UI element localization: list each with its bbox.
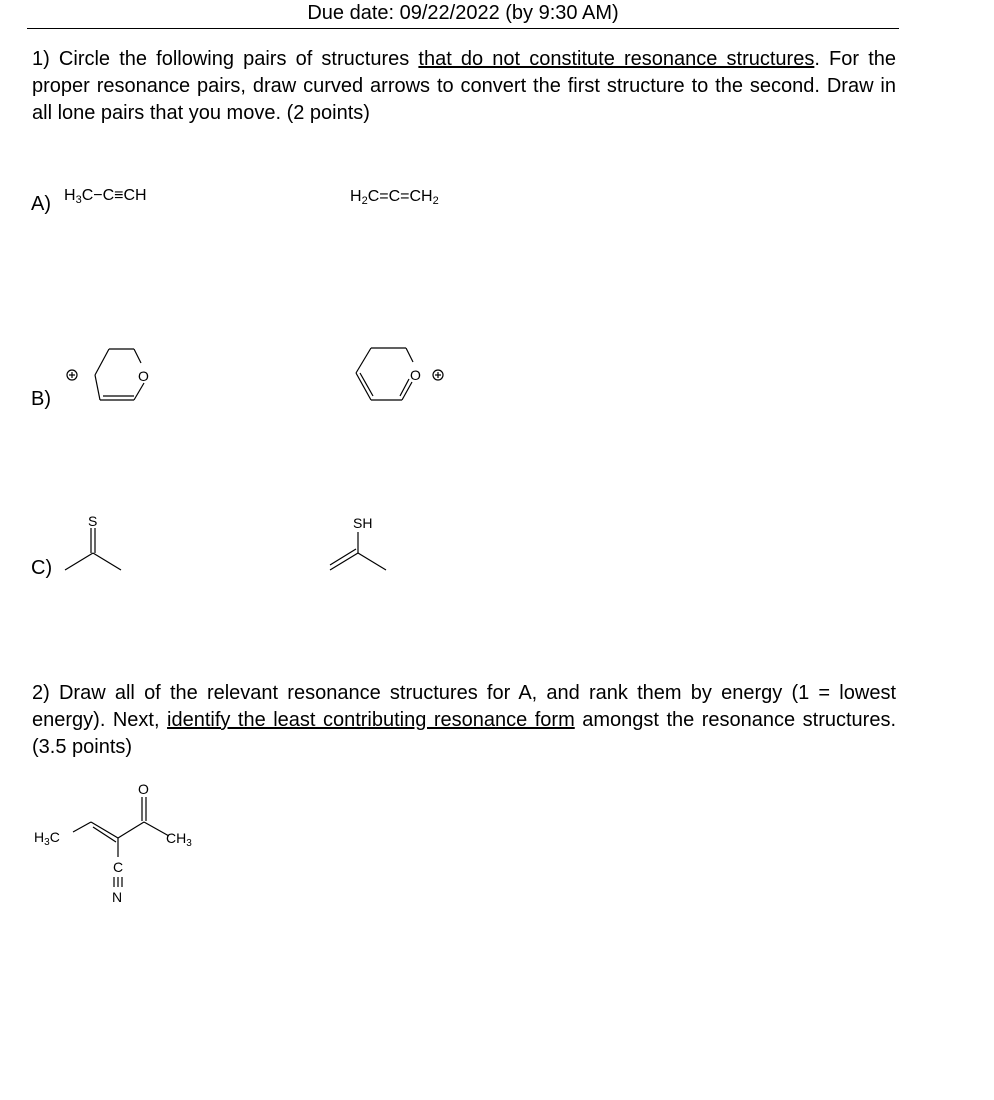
q2-ch3-sub: 3 (186, 838, 192, 849)
q2-h3c-sub: 3 (44, 837, 50, 848)
q2-underlined: identify the least contributing resonance form (167, 709, 575, 731)
a-right-mid: C=C=CH (367, 188, 433, 205)
q2-carbonyl-oxygen: O (138, 781, 149, 797)
a-right-h: H (350, 188, 362, 205)
c-right-sh: SH (353, 515, 373, 531)
q2-nitrile-nitrogen: N (112, 889, 123, 905)
q2-prefix: 2) Draw all of the relevant resonance structures for A, and rank them by energy (1 = lowest energy). Next, (32, 682, 896, 731)
q2-h3c-c: C (49, 829, 60, 845)
a-left-h: H (64, 187, 76, 204)
b-right-charge-text: + (340, 335, 341, 336)
pair-a-label: A) (31, 193, 51, 215)
q2-h3c-h: H (34, 829, 45, 845)
a-left-sub: 3 (75, 194, 82, 206)
pair-c-right-structure (325, 510, 405, 580)
a-left-rest: C−C≡CH (81, 187, 147, 204)
c-left-sulfur: S (88, 513, 98, 529)
q2-suffix: amongst the resonance structures. (3.5 points) (32, 709, 897, 758)
b-left-charge-text: + (55, 335, 56, 336)
b-right-oxygen: O (410, 367, 421, 383)
due-date-header: Due date: 09/22/2022 (by 9:30 AM) (307, 2, 619, 24)
b-left-oxygen: O (138, 368, 149, 384)
pair-b-right-structure (340, 335, 460, 415)
pair-b-label: B) (31, 388, 51, 410)
q1-suffix: . For the proper resonance pairs, draw curved arrows to convert the first structure to the second. Draw in all lone pairs that you move. (2 points) (32, 48, 896, 124)
pair-a-left-formula (64, 187, 147, 206)
question-2-text (32, 680, 896, 761)
a-right-sub1: 2 (361, 195, 368, 207)
question-2-molecule (25, 770, 245, 910)
pair-a-right-formula (350, 188, 439, 207)
q2-ch3 (166, 830, 192, 849)
pair-c-label: C) (31, 557, 53, 579)
a-right-sub2: 2 (432, 195, 439, 207)
pair-b-left-structure (55, 335, 175, 415)
q2-nitrile-carbon: C (113, 859, 124, 875)
header-rule (27, 28, 899, 29)
q2-ch3-ch: CH (166, 830, 187, 846)
q2-h3c (34, 829, 60, 848)
pair-c-left-structure (60, 510, 140, 580)
q1-underlined: that do not constitute resonance structures (418, 48, 815, 70)
question-1-text (32, 46, 896, 127)
q1-prefix: 1) Circle the following pairs of structures (32, 48, 419, 70)
